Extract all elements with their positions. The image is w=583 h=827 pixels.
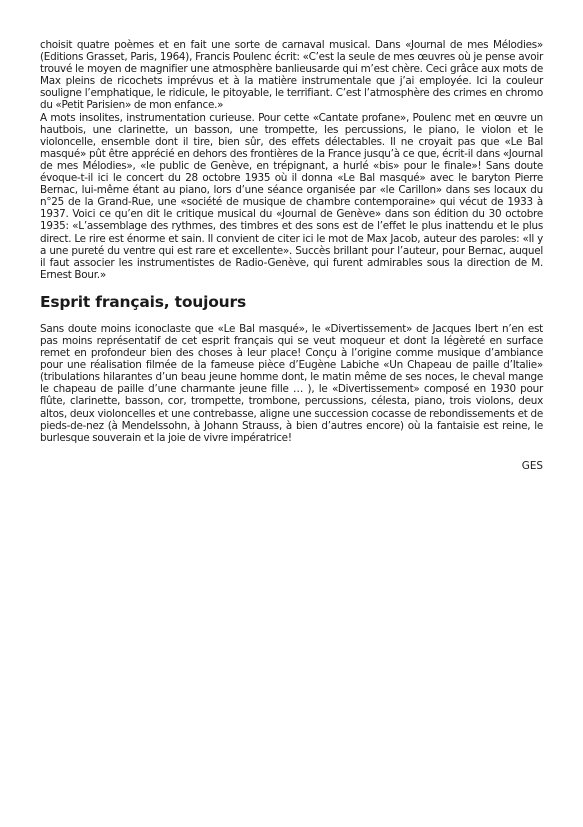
article-page xyxy=(40,39,543,472)
paragraph-bal-masque: A mots insolites, instrumentation curieuse. Pour cette «Cantate profane», Poulenc met en œuvre un hautbois, une clarinette, un basson, une trompette, les percussions, le piano, le violon et le violoncelle, ensemble dont il tire, bien sûr, des effets délectables. Il ne croyait pas que «Le Bal masqué» pût être apprécié en dehors des frontières de la France jusqu’à ce que, écrit-il dans «Journal de mes Mélodies», «le public de Genève, en trépignant, a hurlé «bis» pour le finale»! Sans doute évoque-t-il ici le concert du 28 octobre 1935 où il donna «Le Bal masqué» avec le baryton Pierre Bernac, lui-même étant au piano, lors d’une séance organisée par «le Carillon» dans ses locaux du n°25 de la Grand-Rue, une «société de musique de chambre contemporaine» qui vécut de 1933 à 1937. Voici ce qu’en dit le critique musical du «Journal de Genève» dans son édition du 30 octobre 1935: «L’assemblage des rythmes, des timbres et des sons est de l’effet le plus inattendu et le plus direct. Le rire est énorme et sain. Il convient de citer ici le mot de Max Jacob, auteur des paroles: «Il y a une pureté du ventre qui est rare et excellente». Succès brillant pour l’auteur, pour Bernac, auquel il faut associer les instrumentistes de Radio-Genève, qui furent admirables sous la direction de M. Ernest Bour.» xyxy=(40,111,543,281)
section-heading: Esprit français, toujours xyxy=(40,292,246,311)
paragraph-poulenc-quote: choisit quatre poèmes et en fait une sorte de carnaval musical. Dans «Journal de mes Mélodies» (Editions Grasset, Paris, 1964), Francis Poulenc écrit: «C’est la seule de mes œuvres où je pense avoir trouvé le moyen de magnifier une atmosphère banlieusarde qui m’est chère. Ceci grâce aux mots de Max pleins de ricochets imprévus et à la matière instrumentale que j’ai employée. Ici la couleur souligne l’emphatique, le ridicule, le pitoyable, le terrifiant. C’est l’atmosphère des crimes en chromo du «Petit Parisien» de mon enfance.» xyxy=(40,39,543,112)
paragraph-ibert: Sans doute moins iconoclaste que «Le Bal masqué», le «Divertissement» de Jacques Ibert n’en est pas moins représentatif de cet esprit français qui se veut moqueur et dont la légèreté en surface remet en profondeur bien des choses à leur place! Conçu à l’origine comme musique d’ambiance pour une réalisation filmée de la fameuse pièce d’Eugène Labiche «Un Chapeau de paille d’Italie» (tribulations hilarantes d’un beau jeune homme dont, le matin même de ses noces, le cheval mange le chapeau de paille d’une charmante jeune fille … ), le «Divertissement» composé en 1930 pour flûte, clarinette, basson, cor, trompette, trombone, percussions, célesta, piano, trois violons, deux altos, deux violoncelles et une contrebasse, aligne une succession cocasse de rebondissements et de pieds-de-nez (à Mendelssohn, à Johann Strauss, à bien d’autres encore) où la fantaisie est reine, le burlesque souverain et la joie de vivre impératrice! xyxy=(40,322,543,444)
author-signature: GES xyxy=(521,459,543,472)
